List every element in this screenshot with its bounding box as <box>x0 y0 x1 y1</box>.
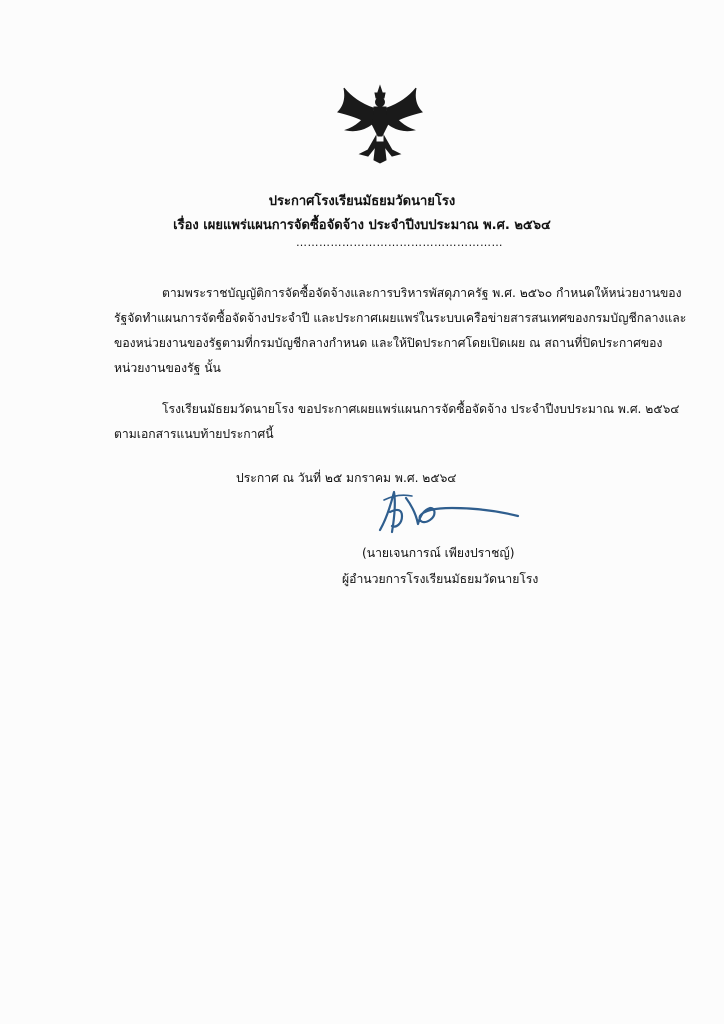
signatory-position: ผู้อำนวยการโรงเรียนมัธยมวัดนายโรง <box>342 572 539 586</box>
paragraph1-line2: รัฐจัดทำแผนการจัดซื้อจัดจ้างประจำปี และประกาศเผยแพร่ในระบบเครือข่ายสารสนเทศของกรมบัญชีกลางและ <box>114 311 687 325</box>
paragraph1-line1: ตามพระราชบัญญัติการจัดซื้อจัดจ้างและการบริหารพัสดุภาครัฐ พ.ศ. ๒๕๖๐ กำหนดให้หน่วยงานของ <box>162 286 682 300</box>
garuda-emblem-icon <box>332 84 428 164</box>
announcement-subject: เรื่อง เผยแพร่แผนการจัดซื้อจัดจ้าง ประจำปีงบประมาณ พ.ศ. ๒๕๖๔ <box>173 218 551 233</box>
announcement-title: ประกาศโรงเรียนมัธยมวัดนายโรง <box>268 194 456 209</box>
paragraph2-line2: ตามเอกสารแนบท้ายประกาศนี้ <box>114 427 274 441</box>
signature-icon <box>372 486 522 538</box>
title-separator: ……………………………………………… <box>296 236 503 249</box>
signatory-name: (นายเจนการณ์ เพียงปราชญ์) <box>362 546 515 560</box>
date-line: ประกาศ ณ วันที่ ๒๕ มกราคม พ.ศ. ๒๕๖๔ <box>236 471 457 485</box>
paragraph1-line4: หน่วยงานของรัฐ นั้น <box>114 361 221 375</box>
paragraph1-line3: ของหน่วยงานของรัฐตามที่กรมบัญชีกลางกำหนด และให้ปิดประกาศโดยเปิดเผย ณ สถานที่ปิดประกาศของ <box>114 336 663 350</box>
paragraph2-line1: โรงเรียนมัธยมวัดนายโรง ขอประกาศเผยแพร่แผนการจัดซื้อจัดจ้าง ประจำปีงบประมาณ พ.ศ. ๒๕๖๔ <box>162 402 680 416</box>
